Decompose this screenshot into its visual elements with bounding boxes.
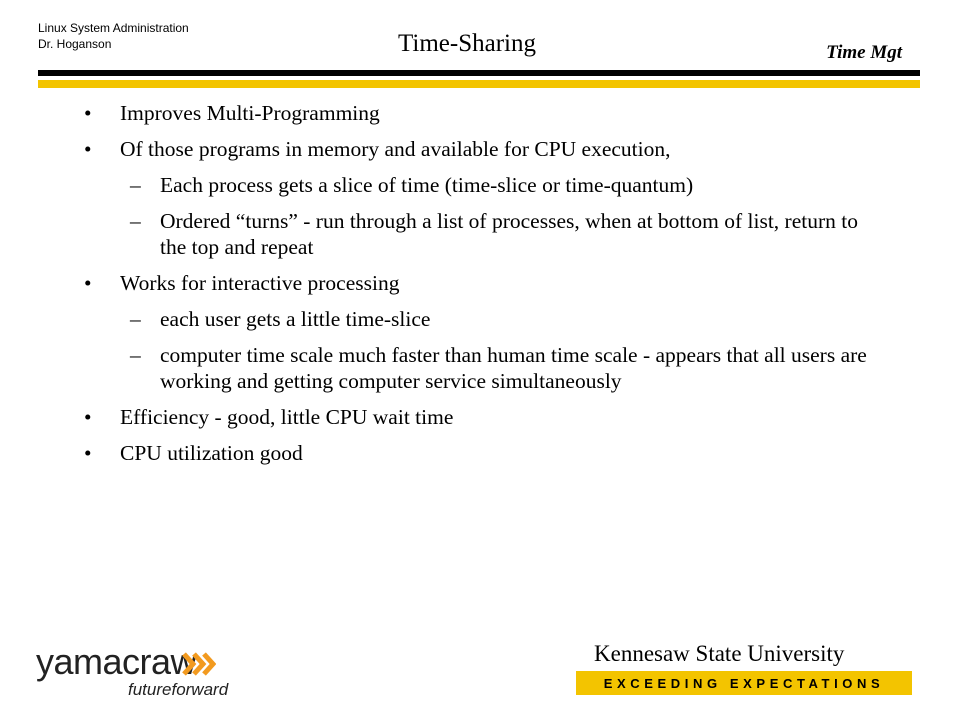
bullet-text: Works for interactive processing — [120, 271, 400, 295]
dash-marker: – — [130, 307, 141, 331]
chevron-arrows-icon — [182, 651, 216, 677]
dash-marker: – — [130, 173, 141, 197]
slide-content — [84, 98, 884, 466]
logo-wordmark: yamacraw — [36, 641, 197, 682]
logo-tagline: futureforward — [128, 680, 229, 699]
slide-title: Time-Sharing — [398, 30, 536, 57]
bullet-text: Of those programs in memory and available for CPU execution, — [120, 137, 671, 161]
bullet-item — [84, 100, 884, 126]
bullet-text: Efficiency - good, little CPU wait time — [120, 405, 454, 429]
sub-bullet-text: Ordered “turns” - run through a list of processes, when at bottom of list, return to the top and repeat — [160, 209, 858, 259]
bullet-marker: • — [84, 137, 92, 161]
bullet-item — [84, 440, 884, 466]
bullet-item — [84, 404, 884, 430]
sub-bullet-item — [84, 342, 884, 394]
course-name: Linux System Administration — [38, 21, 189, 35]
sub-bullet-text: Each process gets a slice of time (time-slice or time-quantum) — [160, 173, 694, 197]
dash-marker: – — [130, 343, 141, 367]
bullet-marker: • — [84, 441, 92, 465]
yamacraw-logo — [36, 640, 236, 706]
bullet-text: CPU utilization good — [120, 441, 303, 465]
dash-marker: – — [130, 209, 141, 233]
university-name: Kennesaw State University — [594, 641, 845, 666]
sub-bullet-item — [84, 172, 884, 198]
university-tagline: EXCEEDING EXPECTATIONS — [576, 671, 912, 695]
sub-bullet-item — [84, 306, 884, 332]
bullet-item — [84, 270, 884, 296]
instructor-name: Dr. Hoganson — [38, 37, 112, 51]
slide-topic: Time Mgt — [826, 42, 902, 63]
bullet-marker: • — [84, 101, 92, 125]
sub-bullet-text: each user gets a little time-slice — [160, 307, 431, 331]
sub-bullet-text: computer time scale much faster than human time scale - appears that all users are working and getting computer service simultaneously — [160, 343, 867, 393]
bullet-text: Improves Multi-Programming — [120, 101, 380, 125]
header-rule-gold — [38, 80, 920, 88]
header-rule-black — [38, 70, 920, 76]
bullet-item — [84, 136, 884, 162]
bullet-marker: • — [84, 405, 92, 429]
course-info — [38, 20, 189, 52]
sub-bullet-item — [84, 208, 884, 260]
bullet-marker: • — [84, 271, 92, 295]
